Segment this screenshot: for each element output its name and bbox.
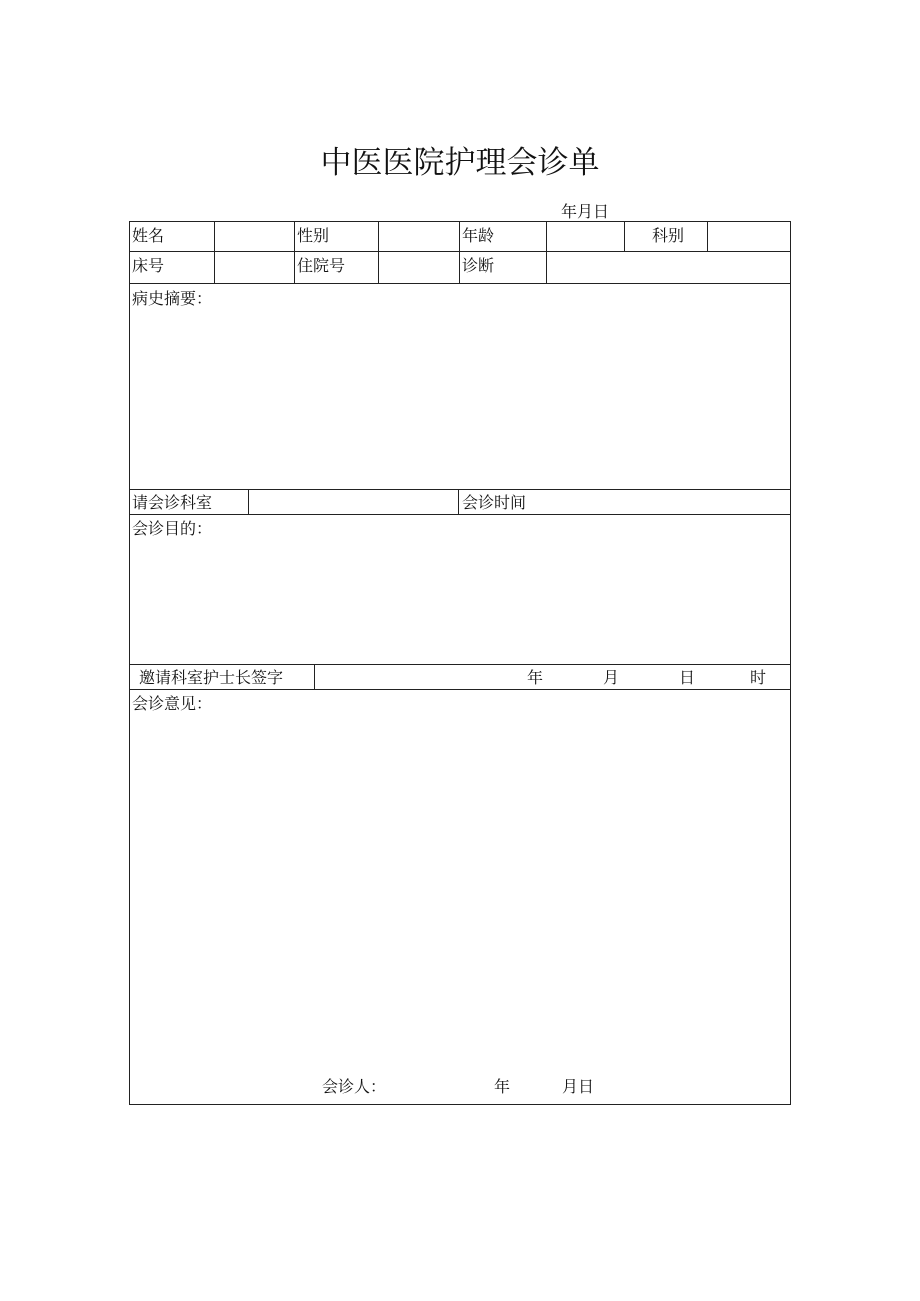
history-summary-area[interactable] <box>130 310 790 488</box>
department-field[interactable] <box>708 222 790 251</box>
head-nurse-signature-field[interactable] <box>315 665 515 689</box>
consultation-time-label: 会诊时间 <box>462 493 527 512</box>
name-field[interactable] <box>215 222 294 251</box>
admission-number-field[interactable] <box>379 252 459 283</box>
consultation-opinion-area[interactable] <box>130 715 790 1065</box>
footer-month-day-label: 月日 <box>562 1077 595 1096</box>
signature-month-label: 月 <box>603 668 620 687</box>
requested-department-field[interactable] <box>249 490 458 514</box>
row-divider <box>129 689 791 690</box>
consultant-label: 会诊人： <box>322 1077 387 1096</box>
diagnosis-field[interactable] <box>547 252 790 283</box>
admission-number-label: 住院号 <box>297 256 346 275</box>
age-label: 年龄 <box>462 226 495 245</box>
diagnosis-label: 诊断 <box>462 256 495 275</box>
row-divider <box>129 514 791 515</box>
history-summary-label: 病史摘要： <box>132 289 213 308</box>
signature-hour-label: 时 <box>750 668 767 687</box>
col-divider <box>624 221 625 251</box>
department-label: 科别 <box>652 226 685 245</box>
consultant-signature-field[interactable] <box>388 1073 488 1099</box>
gender-field[interactable] <box>379 222 459 251</box>
consultation-time-field[interactable] <box>540 490 790 514</box>
consultation-opinion-label: 会诊意见： <box>132 694 213 713</box>
bed-number-label: 床号 <box>132 256 165 275</box>
signature-day-label: 日 <box>679 668 696 687</box>
gender-label: 性别 <box>297 226 330 245</box>
form-date: 年月日 <box>561 202 610 221</box>
age-field[interactable] <box>547 222 624 251</box>
footer-year-label: 年 <box>494 1077 511 1096</box>
row-divider <box>129 283 791 284</box>
requested-department-label: 请会诊科室 <box>132 493 213 512</box>
name-label: 姓名 <box>132 226 165 245</box>
col-divider <box>459 221 460 283</box>
col-divider <box>458 489 459 514</box>
signature-year-label: 年 <box>527 668 544 687</box>
consultation-purpose-area[interactable] <box>130 540 790 663</box>
consultation-purpose-label: 会诊目的： <box>132 519 213 538</box>
head-nurse-signature-label: 邀请科室护士长签字 <box>139 668 284 687</box>
form-title: 中医医院护理会诊单 <box>320 145 600 181</box>
bed-number-field[interactable] <box>215 252 294 283</box>
col-divider <box>294 221 295 283</box>
